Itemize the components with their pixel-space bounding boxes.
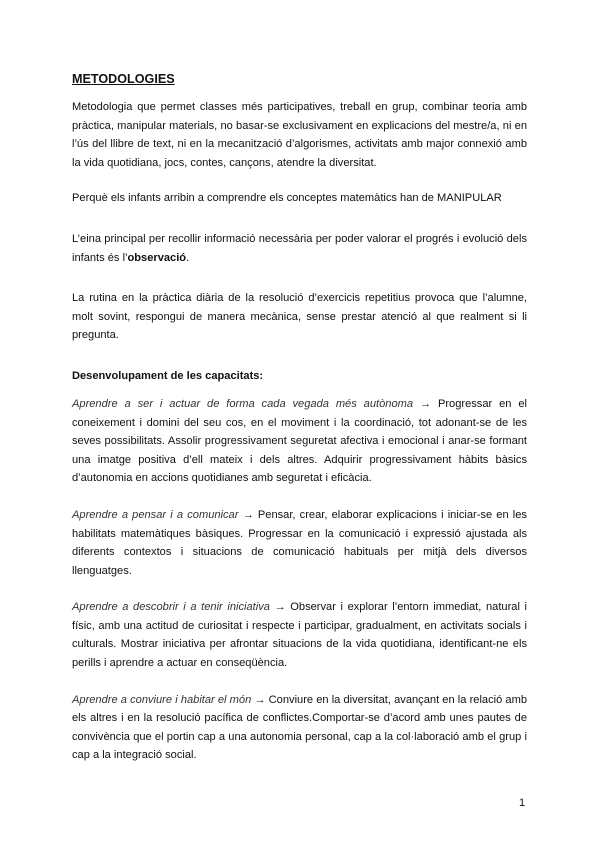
rutina-paragraph: La rutina en la pràctica diària de la resolució d’exercicis repetitius provoca que l’alumne, molt sovint, respongui de manera mecànica, sense prestar atenció al que realment si li pregunta. [72, 292, 527, 342]
capacitat-text: Progressar en el coneixement i domini del seu cos, en el moviment i la coordinació, tot adonant-se de les seves possibilitats. Assolir progressivament seguretat afectiva i emocional i anar-se formant una imatge positiva d’ell mateix i dels altres. Adquirir progressivament hàbits bàsics d’autonomia en accions quotidianes amb seguretat i eficàcia. [72, 397, 527, 485]
capacitat-paragraph [72, 506, 527, 580]
observacio-bold: observació [127, 251, 187, 264]
capacitat-title: Aprendre a conviure i habitar el món [72, 693, 252, 706]
arrow-icon: → [413, 397, 438, 410]
capacitat-paragraph [72, 598, 527, 672]
capacitat-title: Aprendre a pensar i a comunicar [72, 508, 239, 521]
intro-paragraph: Metodologia que permet classes més participatives, treball en grup, combinar teoria amb pràctica, manipular materials, no basar-se exclusivament en explicacions del mestre/a, ni en l’ús del llibre de text, ni en la mecanització d’algorismes, activitats amb major connexió amb la vida quotidiana, jocs, contes, cançons, atendre la diversitat. [72, 101, 527, 169]
observacio-text: L’eina principal per recollir informació necessària per poder valorar el progrés i evolució dels infants és l’ [72, 232, 527, 264]
capacitat-text: Observar i explorar l’entorn immediat, natural i físic, amb una actitud de curiositat i respecte i participar, gradualment, en activitats socials i culturals. Mostrar iniciativa per afrontar situacions de la vida quotidiana, identificant-ne els perills i aprendre a actuar en conseqüència. [72, 601, 528, 670]
observacio-paragraph [72, 230, 527, 267]
arrow-icon: → [269, 601, 291, 614]
capacitat-text: Conviure en la diversitat, avançant en la relació amb els altres i en la resolució pacífica de conflictes.Comportar-se d’acord amb unes pautes de convivència que el portin cap a una autonomia personal, cap a la col·laboració amb el grup i cap a la integració social. [72, 693, 527, 762]
capacitat-paragraph [72, 395, 527, 488]
capacitat-text: Pensar, crear, elaborar explicacions i iniciar-se en les habilitats matemàtiques bàsiques. Progressar en la comunicació i expressió ajustada als diferents contextos i situacions de comunicació habituals per mitjà dels diversos llenguatges. [72, 508, 527, 577]
capacitats-heading: Desenvolupament de les capacitats: [72, 369, 264, 382]
manipular-paragraph: Perquè els infants arribin a comprendre els conceptes matemàtics han de MANIPULAR [72, 192, 502, 205]
capacitat-title: Aprendre a ser i actuar de forma cada vegada més autònoma [72, 397, 414, 410]
section-heading: METODOLOGIES [72, 72, 175, 86]
arrow-icon: → [238, 508, 258, 521]
capacitat-title: Aprendre a descobrir i a tenir iniciativa [72, 601, 270, 614]
page-number: 1 [519, 797, 526, 809]
observacio-end: . [186, 251, 190, 264]
page-content [72, 70, 527, 765]
arrow-icon: → [251, 693, 269, 706]
capacitat-paragraph [72, 691, 527, 765]
